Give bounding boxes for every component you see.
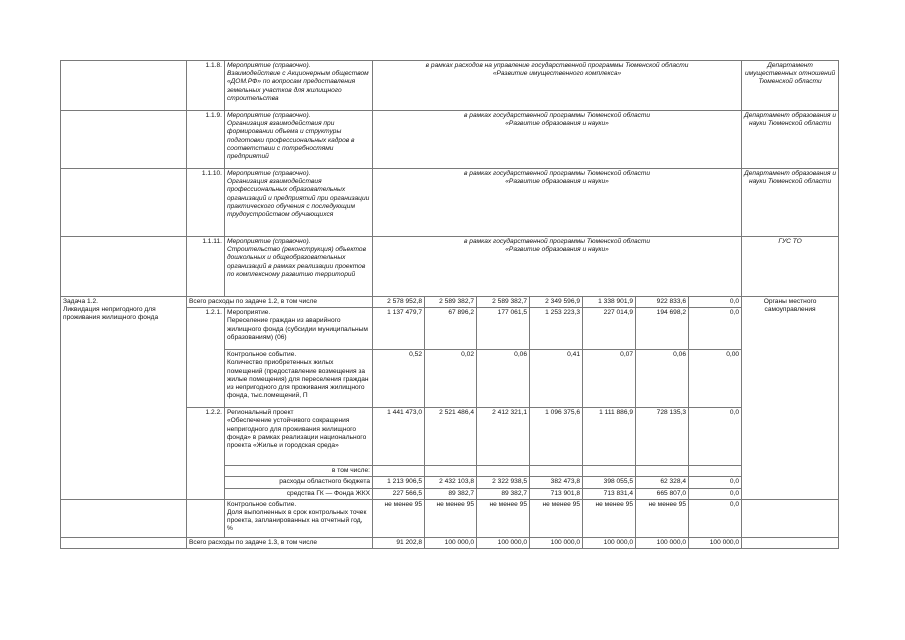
value-cell: 1 096 375,6 <box>530 408 583 466</box>
value-cell: 0,02 <box>425 350 477 408</box>
value-cell: 2 578 952,8 <box>373 297 425 308</box>
table-row <box>61 297 839 308</box>
value-cell: 1 253 223,3 <box>530 308 583 350</box>
value-cell: не менее 95 <box>530 499 583 537</box>
financing-note: в рамках государственной программы Тюменской области «Развитие образования и науки» <box>373 169 742 237</box>
item-code: 1.2.1. <box>187 308 225 408</box>
value-cell: 91 202,8 <box>373 537 425 548</box>
value-cell: 713 901,8 <box>530 488 583 499</box>
value-cell-empty <box>425 466 477 477</box>
task-cell-empty <box>61 537 187 548</box>
responsible-executor: Департамент образования и науки Тюменской области <box>742 111 839 169</box>
value-cell: 1 137 479,7 <box>373 308 425 350</box>
item-code: 1.1.11. <box>187 237 225 297</box>
value-cell-empty <box>689 466 742 477</box>
value-cell: 0,41 <box>530 350 583 408</box>
value-cell: 100 000,0 <box>636 537 689 548</box>
value-cell: 1 338 901,9 <box>583 297 636 308</box>
value-cell: 177 061,5 <box>477 308 530 350</box>
responsible-executor: ГУС ТО <box>742 237 839 297</box>
responsible-cell-empty <box>742 499 839 537</box>
value-cell: 398 055,5 <box>583 477 636 488</box>
item-code: 1.2.2. <box>187 408 225 500</box>
value-cell: 2 589 382,7 <box>425 297 477 308</box>
value-cell: 2 349 596,9 <box>530 297 583 308</box>
financing-note: в рамках государственной программы Тюменской области «Развитие образования и науки» <box>373 111 742 169</box>
value-cell: 0,0 <box>689 408 742 466</box>
value-cell: 67 896,2 <box>425 308 477 350</box>
value-cell: 0,52 <box>373 350 425 408</box>
item-description: Региональный проект «Обеспечение устойчивого сокращения непригодного для проживания жилищного фонда» в рамках реализации национального проекта «Жилье и городская среда» <box>225 408 373 466</box>
item-code: 1.1.8. <box>187 61 225 111</box>
value-cell: не менее 95 <box>477 499 530 537</box>
table-row <box>61 61 839 111</box>
item-description: Мероприятие. Переселение граждан из аварийного жилищного фонда (субсидии муниципальным образованиям) (06) <box>225 308 373 350</box>
value-cell: 227 566,5 <box>373 488 425 499</box>
task-cell-empty <box>61 237 187 297</box>
value-cell: 728 135,3 <box>636 408 689 466</box>
value-cell: 0,07 <box>583 350 636 408</box>
value-cell: 62 328,4 <box>636 477 689 488</box>
financing-note: в рамках государственной программы Тюменской области «Развитие образования и науки» <box>373 237 742 297</box>
task-total-label: Всего расходы по задаче 1.3, в том числе <box>187 537 373 548</box>
value-cell: не менее 95 <box>373 499 425 537</box>
sub-item-label: расходы областного бюджета <box>225 477 373 488</box>
item-code: 1.1.10. <box>187 169 225 237</box>
table-row <box>61 111 839 169</box>
value-cell: 2 432 103,8 <box>425 477 477 488</box>
value-cell: 0,0 <box>689 477 742 488</box>
value-cell: 1 213 906,5 <box>373 477 425 488</box>
value-cell: 2 322 938,5 <box>477 477 530 488</box>
table-row <box>61 537 839 548</box>
item-description: Мероприятие (справочно). Организация взаимодействия при формировании объема и структуры подготовки профессиональных кадров в соответствии с потребностями предприятий <box>225 111 373 169</box>
value-cell: 0,06 <box>477 350 530 408</box>
task-title: Задача 1.2. Ликвидация непригодного для проживания жилищного фонда <box>61 297 187 500</box>
value-cell: 89 382,7 <box>477 488 530 499</box>
value-cell: 0,0 <box>689 308 742 350</box>
financing-note: в рамках расходов на управление государственной программы Тюменской области «Развитие имущественного комплекса» <box>373 61 742 111</box>
task-cell-empty <box>61 169 187 237</box>
item-description: Контрольное событие. Доля выполненных в срок контрольных точек проекта, запланированных на отчетный год, % <box>225 499 373 537</box>
value-cell: 382 473,8 <box>530 477 583 488</box>
value-cell: 1 441 473,0 <box>373 408 425 466</box>
value-cell: 100 000,0 <box>583 537 636 548</box>
value-cell-empty <box>373 466 425 477</box>
program-table <box>60 60 839 549</box>
item-description: Контрольное событие. Количество приобретенных жилых помещений (предоставление возмещения за жилые помещения) для переселения граждан из непригодного для проживания жилищного фонда, тыс.помещений, П <box>225 350 373 408</box>
value-cell: 0,00 <box>689 350 742 408</box>
value-cell: 665 807,0 <box>636 488 689 499</box>
item-description: Мероприятие (справочно). Взаимодействие с Акционерным обществом «ДОМ.РФ» по вопросам предоставления земельных участков для жилищного строительства <box>225 61 373 111</box>
value-cell: 2 521 486,4 <box>425 408 477 466</box>
item-code: 1.1.9. <box>187 111 225 169</box>
value-cell: 0,06 <box>636 350 689 408</box>
item-description: Мероприятие (справочно). Организация взаимодействия профессиональных образовательных организаций и предприятий при организации практического обучения с последующим трудоустройством обучающихся <box>225 169 373 237</box>
task-cell-empty <box>61 111 187 169</box>
task-cell-empty <box>61 61 187 111</box>
item-code-empty <box>187 499 225 537</box>
value-cell: не менее 95 <box>425 499 477 537</box>
value-cell: 0,0 <box>689 499 742 537</box>
value-cell: 100 000,0 <box>530 537 583 548</box>
including-label: в том числе: <box>225 466 373 477</box>
task-total-label: Всего расходы по задаче 1.2, в том числе <box>187 297 373 308</box>
sub-item-label: средства ГК — Фонда ЖКХ <box>225 488 373 499</box>
value-cell: 89 382,7 <box>425 488 477 499</box>
value-cell-empty <box>530 466 583 477</box>
table-row <box>61 237 839 297</box>
value-cell: 0,0 <box>689 297 742 308</box>
value-cell: 194 698,2 <box>636 308 689 350</box>
table-row <box>61 169 839 237</box>
responsible-executor: Департамент образования и науки Тюменской области <box>742 169 839 237</box>
value-cell: 100 000,0 <box>425 537 477 548</box>
value-cell-empty <box>583 466 636 477</box>
task-cell-empty <box>61 499 187 537</box>
table-row <box>61 499 839 537</box>
value-cell: 0,0 <box>689 488 742 499</box>
value-cell: не менее 95 <box>636 499 689 537</box>
responsible-executor: Органы местного самоуправления <box>742 297 839 500</box>
value-cell-empty <box>636 466 689 477</box>
value-cell: 100 000,0 <box>689 537 742 548</box>
value-cell: 922 833,6 <box>636 297 689 308</box>
value-cell-empty <box>477 466 530 477</box>
item-description: Мероприятие (справочно). Строительство (реконструкция) объектов дошкольных и общеобразовательных организаций в рамках реализации проектов по комплексному развитию территорий <box>225 237 373 297</box>
value-cell: 2 589 382,7 <box>477 297 530 308</box>
value-cell: 2 412 321,1 <box>477 408 530 466</box>
responsible-executor: Департамент имущественных отношений Тюменской области <box>742 61 839 111</box>
value-cell: 227 014,9 <box>583 308 636 350</box>
value-cell: 713 831,4 <box>583 488 636 499</box>
value-cell: 100 000,0 <box>477 537 530 548</box>
value-cell: не менее 95 <box>583 499 636 537</box>
responsible-cell-empty <box>742 537 839 548</box>
value-cell: 1 111 886,9 <box>583 408 636 466</box>
